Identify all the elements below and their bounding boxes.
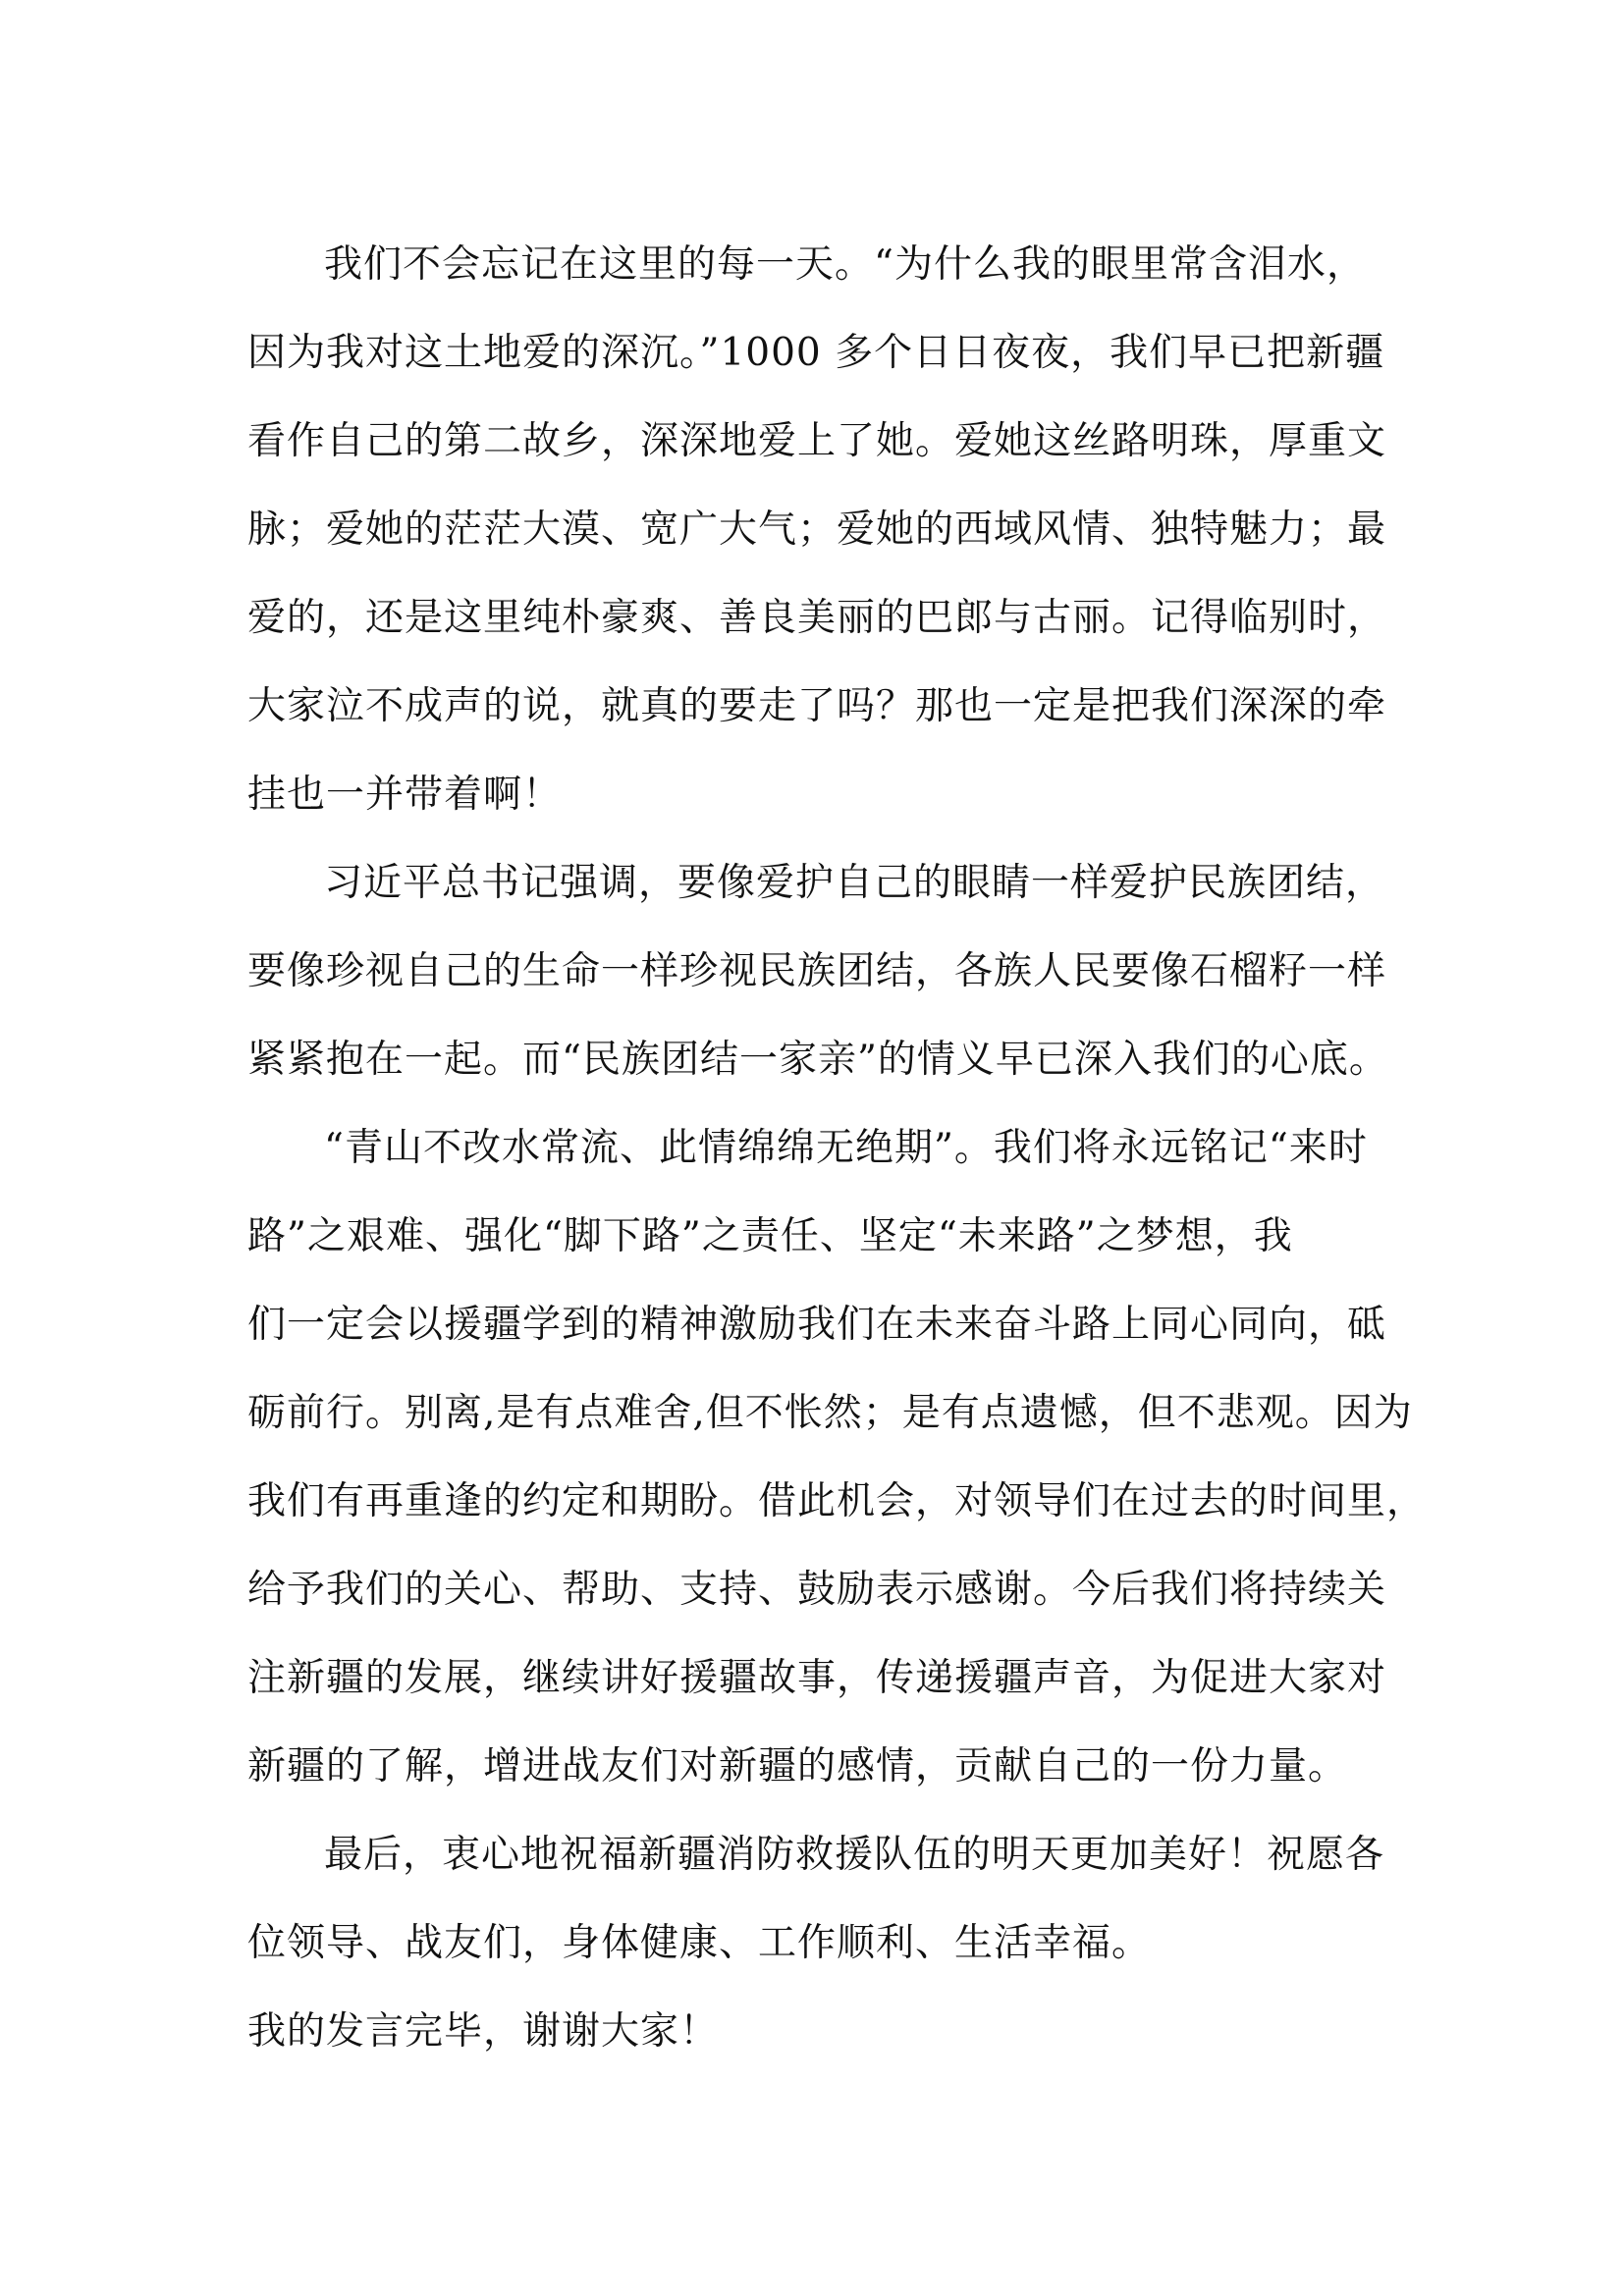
paragraph-line: 习近平总书记强调，要像爱护自己的眼睛一样爱护民族团结， — [324, 861, 1385, 905]
paragraph-line: 爱的，还是这里纯朴豪爽、善良美丽的巴郎与古丽。记得临别时， — [247, 596, 1387, 640]
paragraph-line: 因为我对这土地爱的深沉。”1000 多个日日夜夜，我们早已把新疆 — [247, 331, 1385, 375]
paragraph-line: 位领导、战友们，身体健康、工作顺利、生活幸福。 — [247, 1921, 1152, 1965]
closing-line: 我的发言完毕，谢谢大家！ — [247, 2009, 720, 2054]
paragraph-line: 挂也一并带着啊！ — [247, 773, 563, 817]
paragraph-line: 新疆的了解，增进战友们对新疆的感情，贡献自己的一份力量。 — [247, 1744, 1348, 1789]
document-body — [247, 221, 1427, 2076]
paragraph-line: 要像珍视自己的生命一样珍视民族团结，各族人民要像石榴籽一样 — [247, 949, 1387, 993]
paragraph-line: 砺前行。别离,是有点难舍,但不怅然；是有点遗憾，但不悲观。因为 — [247, 1391, 1413, 1435]
paragraph-line: 注新疆的发展，继续讲好援疆故事，传递援疆声音，为促进大家对 — [247, 1656, 1387, 1700]
paragraph-line: 我们不会忘记在这里的每一天。“为什么我的眼里常含泪水， — [324, 242, 1366, 287]
paragraph-line: 大家泣不成声的说，就真的要走了吗？那也一定是把我们深深的牵 — [247, 684, 1387, 728]
paragraph-line: 脉；爱她的茫茫大漠、宽广大气；爱她的西域风情、独特魅力；最 — [247, 507, 1387, 552]
paragraph-farewell-memories — [247, 221, 1386, 839]
paragraph-ethnic-unity — [247, 839, 1386, 1104]
paragraph-future-commitment — [247, 1104, 1427, 1811]
paragraph-line: “青山不改水常流、此情绵绵无绝期”。我们将永远铭记“来时 — [324, 1126, 1368, 1170]
paragraph-line: 给予我们的关心、帮助、支持、鼓励表示感谢。今后我们将持续关 — [247, 1568, 1387, 1612]
paragraph-line: 我们有再重逢的约定和期盼。借此机会，对领导们在过去的时间里， — [247, 1479, 1427, 1523]
paragraph-blessing — [247, 1811, 1386, 1988]
paragraph-line: 路”之艰难、强化“脚下路”之责任、坚定“未来路”之梦想，我 — [247, 1214, 1293, 1258]
paragraph-line: 看作自己的第二故乡，深深地爱上了她。爱她这丝路明珠，厚重文 — [247, 419, 1387, 463]
paragraph-line: 紧紧抱在一起。而“民族团结一家亲”的情义早已深入我们的心底。 — [247, 1038, 1388, 1082]
paragraph-line: 最后，衷心地祝福新疆消防救援队伍的明天更加美好！祝愿各 — [324, 1833, 1385, 1877]
paragraph-line: 们一定会以援疆学到的精神激励我们在未来奋斗路上同心同向，砥 — [247, 1303, 1387, 1347]
